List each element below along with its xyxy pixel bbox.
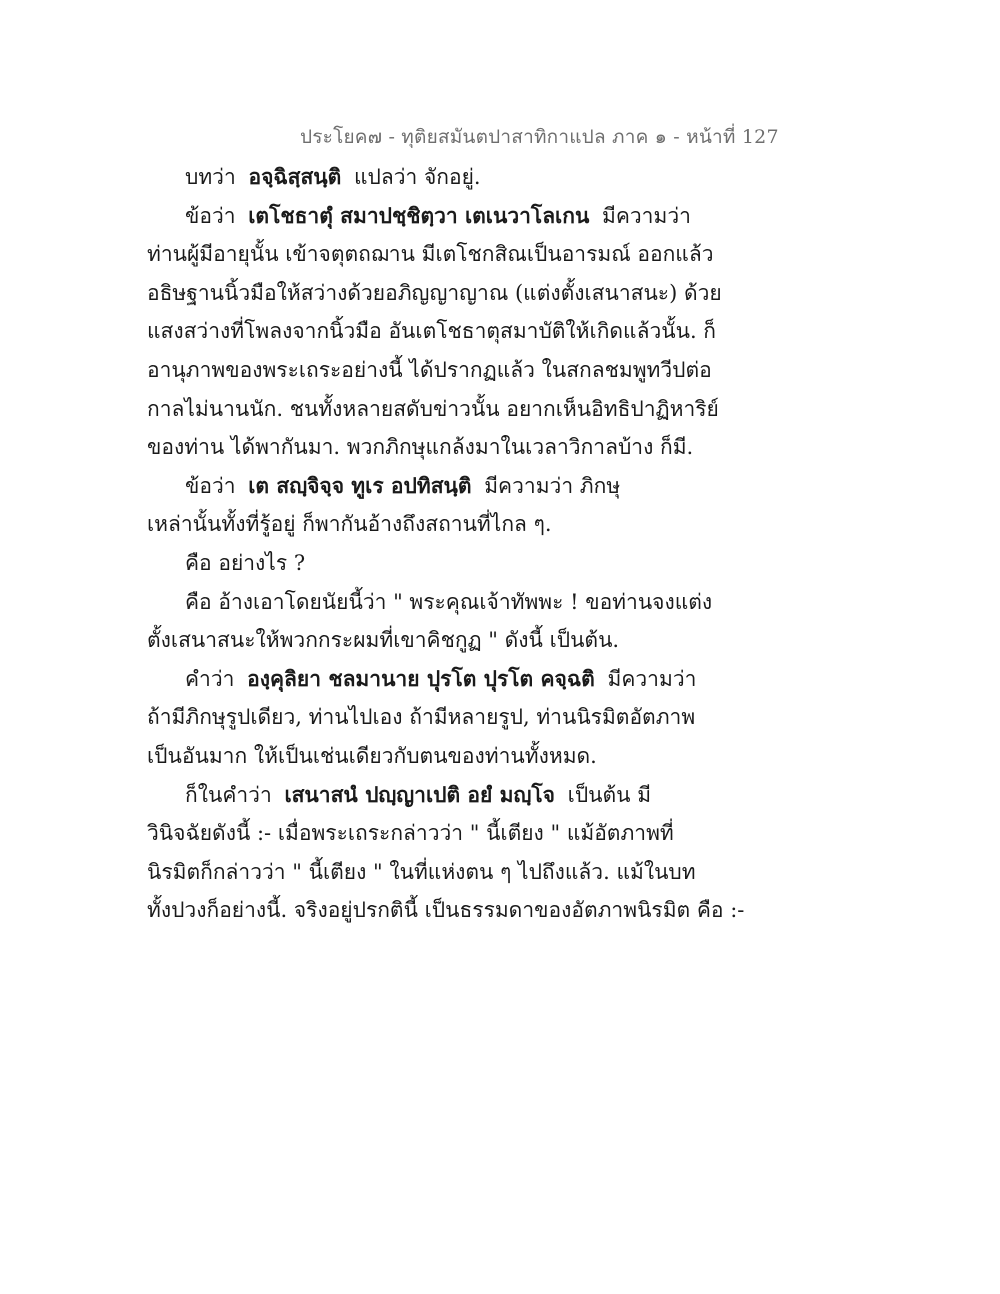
text-segment: แปลว่า จักอยู่. — [354, 165, 481, 189]
text-segment: บทว่า — [185, 165, 236, 189]
text-segment: มีความว่า ภิกษุ — [484, 473, 621, 498]
pali-term: เต สญฺจิจฺจ ทูเร อปทิสนฺติ — [248, 472, 472, 498]
text-segment: ก็ในคำว่า — [185, 782, 272, 807]
paragraph-5-line-2: ตั้งเสนาสนะให้พวกกระผมที่เขาคิชกูฏ " ดังนี้ เป็นต้น. — [147, 628, 620, 653]
paragraph-7-line-4: ทั้งปวงก็อย่างนี้. จริงอยู่ปรกตินี้ เป็นธรรมดาของอัตภาพนิรมิต คือ :- — [147, 898, 745, 923]
text-segment: ข้อว่า — [185, 203, 236, 228]
text-segment: ข้อว่า — [185, 473, 236, 498]
text-segment: มีความว่า — [607, 666, 697, 691]
paragraph-3-line-2: เหล่านั้นทั้งที่รู้อยู่ ก็พากันอ้างถึงสถานที่ไกล ๆ. — [147, 512, 552, 537]
paragraph-1-line-1 — [147, 158, 677, 197]
pali-term: เสนาสนํ ปญฺญาเปติ อยํ มญฺโจ — [284, 781, 555, 807]
text-segment: มีความว่า — [602, 203, 691, 228]
paragraph-2-line-1 — [147, 197, 691, 236]
paragraph-7-line-2: วินิจฉัยดังนี้ :- เมื่อพระเถระกล่าวว่า " นี้เตียง " แม้อัตภาพที่ — [147, 821, 674, 846]
paragraph-2-line-7: ของท่าน ได้พากันมา. พวกภิกษุแกล้งมาในเวลาวิกาลบ้าง ก็มี. — [147, 435, 694, 460]
paragraph-6-line-3: เป็นอันมาก ให้เป็นเช่นเดียวกับตนของท่านทั้งหมด. — [147, 743, 597, 768]
paragraph-2-line-6: กาลไม่นานนัก. ชนทั้งหลายสดับข่าวนั้น อยากเห็นอิทธิปาฏิหาริย์ — [147, 396, 719, 421]
paragraph-4-line-1: คือ อย่างไร ? — [185, 550, 306, 575]
text-body — [147, 158, 745, 930]
paragraph-6-line-1 — [147, 660, 697, 699]
paragraph-7-line-3: นิรมิตก็กล่าวว่า " นี้เตียง " ในที่แห่งตน ๆ ไปถึงแล้ว. แม้ในบท — [147, 859, 696, 884]
paragraph-6-line-2: ถ้ามีภิกษุรูปเดียว, ท่านไปเอง ถ้ามีหลายรูป, ท่านนิรมิตอัตภาพ — [147, 705, 696, 730]
paragraph-5-line-1: คือ อ้างเอาโดยนัยนี้ว่า " พระคุณเจ้าทัพพะ ! ขอท่านจงแต่ง — [185, 589, 713, 614]
paragraph-2-line-2: ท่านผู้มีอายุนั้น เข้าจตุตถฌาน มีเตโชกสิณเป็นอารมณ์ ออกแล้ว — [147, 242, 714, 267]
paragraph-3-line-1 — [147, 467, 677, 506]
pali-term: อจฺฉิสฺสนฺติ — [248, 164, 342, 189]
paragraph-2-line-4: แสงสว่างที่โพลงจากนิ้วมือ อันเตโชธาตุสมาบัติให้เกิดแล้วนั้น. ก็ — [147, 319, 717, 344]
text-segment: คำว่า — [185, 666, 235, 691]
paragraph-2-line-5: อานุภาพของพระเถระอย่างนี้ ได้ปรากฏแล้ว ในสกลชมพูทวีปต่อ — [147, 357, 712, 382]
paragraph-2-line-3: อธิษฐานนิ้วมือให้สว่างด้วยอภิญญาญาณ (แต่งตั้งเสนาสนะ) ด้วย — [147, 280, 722, 305]
page-header: ประโยค๗ - ทุติยสมันตปาสาทิกาแปล ภาค ๑ - หน้าที่ 127 — [300, 126, 779, 148]
paragraph-7-line-1 — [147, 776, 677, 815]
pali-term: องฺคุลิยา ชลมานาย ปุรโต ปุรโต คจฺฉติ — [247, 665, 595, 691]
text-segment: เป็นต้น มี — [567, 782, 652, 807]
pali-term: เตโชธาตุํ สมาปชฺชิตฺวา เตเนวาโลเกน — [248, 202, 590, 228]
